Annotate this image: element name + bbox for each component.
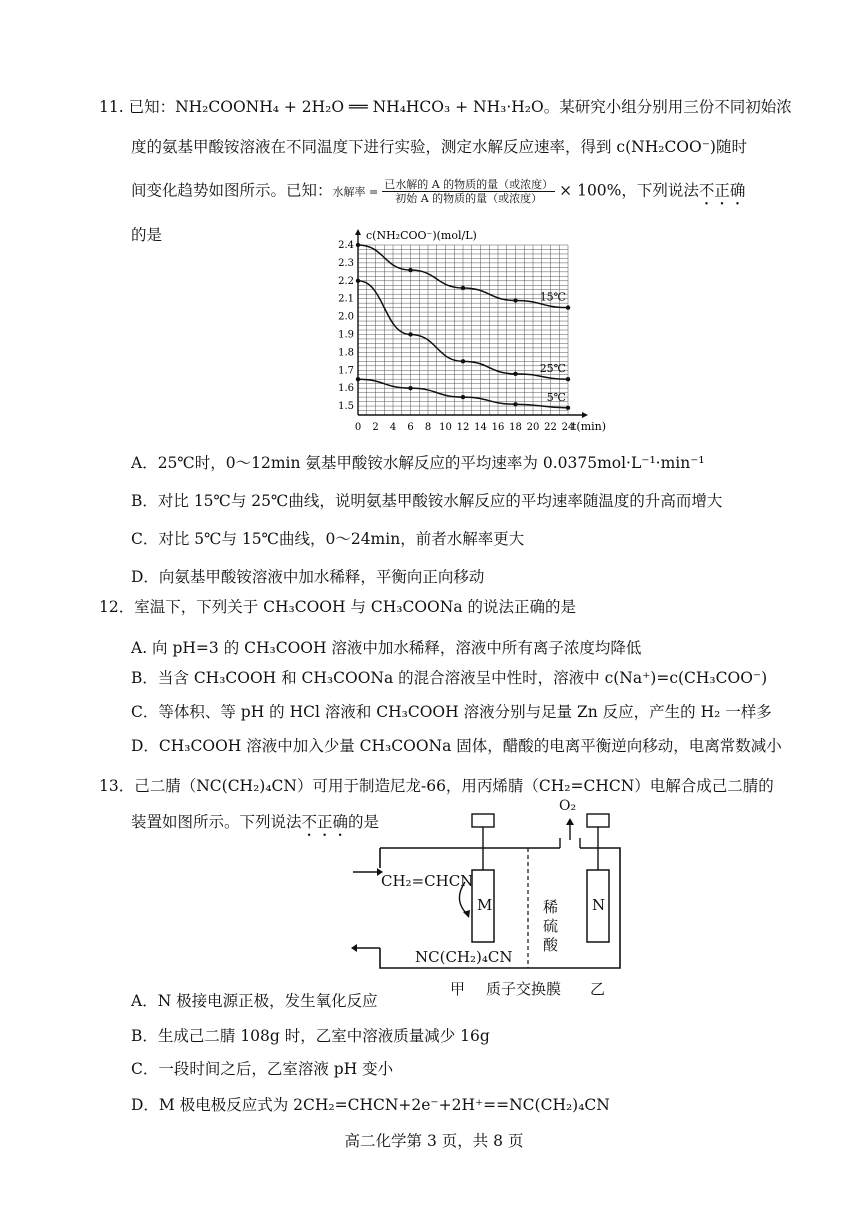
- q11-line-3: [131, 178, 745, 209]
- y-tick-label: 2.2: [338, 275, 354, 287]
- data-point: [356, 279, 360, 283]
- data-point: [566, 305, 570, 309]
- page-footer: 高二化学第 3 页，共 8 页: [344, 1132, 524, 1150]
- q13-option-a: A．N 极接电源正极，发生氧化反应: [131, 992, 378, 1010]
- y-tick-label: 2.0: [338, 311, 354, 323]
- q11-option-d: D．向氨基甲酸铵溶液中加水稀释，平衡向正向移动: [131, 568, 485, 586]
- data-point: [513, 372, 517, 376]
- y-tick-label: 1.5: [338, 401, 354, 413]
- x-tick-label: 4: [389, 422, 397, 433]
- q11-line-2: 度的氨基甲酸铵溶液在不同温度下进行实验，测定水解反应速率，得到 c(NH₂COO⁻)随时: [131, 138, 747, 156]
- o2-label: O₂: [559, 798, 577, 814]
- q11-option-b: B．对比 15℃与 25℃曲线，说明氨基甲酸铵水解反应的平均速率随温度的升高而增大: [131, 492, 723, 510]
- data-point: [566, 377, 570, 381]
- data-point: [408, 386, 412, 390]
- y-tick-label: 2.3: [338, 257, 354, 269]
- x-tick-label: 6: [407, 422, 414, 433]
- series-label: 15℃: [539, 290, 566, 304]
- x-axis-label: t(min): [572, 420, 607, 433]
- q13-line-2: [131, 811, 379, 840]
- x-tick-label: 8: [424, 422, 432, 433]
- q13-text-2: 装置如图所示。下列说法: [131, 813, 302, 831]
- y-tick-label: 1.9: [338, 329, 354, 341]
- q12-stem: 12．室温下，下列关于 CH₃COOH 与 CH₃COONa 的说法正确的是: [99, 598, 576, 616]
- x-tick-label: 20: [526, 422, 540, 433]
- membrane-label: 质子交换膜: [486, 980, 562, 998]
- x-tick-label: 0: [354, 422, 362, 433]
- x-tick-label: 12: [456, 422, 470, 433]
- x-tick-label: 10: [439, 422, 452, 433]
- data-point: [461, 359, 465, 363]
- electrode-m-label: M: [477, 896, 493, 914]
- y-tick-label: 1.7: [338, 365, 354, 377]
- x-tick-label: 16: [491, 422, 505, 433]
- series-label: 5℃: [546, 390, 566, 404]
- y-tick-label: 2.4: [338, 240, 354, 251]
- q12-option-b: B．当含 CH₃COOH 和 CH₃COONa 的混合溶液呈中性时，溶液中 c(Na⁺)=c(CH₃COO⁻): [131, 669, 768, 687]
- q11-text-3: 间变化趋势如图所示。已知：: [131, 181, 333, 200]
- data-point: [513, 298, 517, 302]
- formula-numerator: 已水解的 A 的物质的量（或浓度）: [384, 178, 554, 191]
- emphasis-incorrect: 不正确: [698, 181, 746, 200]
- x-tick-label: 2: [372, 422, 379, 433]
- q11-option-c: C．对比 5℃与 15℃曲线，0～24min，前者水解率更大: [131, 530, 525, 548]
- electrode-n-label: N: [592, 896, 606, 914]
- q13-text-2-suffix: 的是: [348, 813, 380, 831]
- q11-number: 11.: [99, 98, 124, 116]
- data-point: [461, 395, 465, 399]
- electrolysis-cell-diagram: [345, 798, 630, 998]
- acid-label-3: 酸: [543, 936, 559, 954]
- chamber-yi-label: 乙: [590, 980, 606, 998]
- formula-label: 水解率 =: [332, 185, 379, 199]
- y-tick-label: 2.1: [338, 293, 354, 305]
- q13-option-c: C．一段时间之后，乙室溶液 pH 变小: [131, 1060, 394, 1078]
- q11-line-4: 的是: [131, 226, 163, 244]
- chamber-jia-label: 甲: [450, 980, 466, 998]
- formula-suffix: × 100%，下列说法: [559, 181, 699, 200]
- data-point: [513, 402, 517, 406]
- q13-option-d: D．M 极电极反应式为 2CH₂=CHCN+2e⁻+2H⁺==NC(CH₂)₄CN: [131, 1096, 610, 1114]
- q12-option-d: D．CH₃COOH 溶液中加入少量 CH₃COONa 固体，醋酸的电离平衡逆向移动，电离常数减小: [131, 737, 782, 755]
- data-point: [356, 377, 360, 381]
- x-tick-label: 18: [509, 422, 522, 433]
- x-tick-label: 14: [474, 422, 487, 433]
- data-point: [408, 332, 412, 336]
- y-axis-label: c(NH₂COO⁻)(mol/L): [366, 229, 477, 242]
- x-tick-label: 22: [544, 422, 557, 433]
- hydrolysis-formula: [382, 178, 555, 205]
- x-axis-arrow: [582, 412, 588, 418]
- q11-text-1: 已知：NH₂COONH₄ + 2H₂O ══ NH₄HCO₃ + NH₃·H₂O。某研究小组分别用三份不同初始浓: [128, 98, 792, 116]
- q11-line-1: [99, 96, 792, 118]
- y-axis-arrow: [355, 229, 361, 235]
- concentration-chart: [330, 225, 607, 440]
- acid-label-2: 硫: [543, 917, 559, 935]
- data-point: [566, 406, 570, 410]
- q12-option-a: A. 向 pH=3 的 CH₃COOH 溶液中加水稀释，溶液中所有离子浓度均降低: [131, 639, 642, 657]
- product-label: NC(CH₂)₄CN: [415, 948, 513, 966]
- y-tick-label: 1.6: [338, 383, 354, 395]
- data-point: [461, 286, 465, 290]
- q12-option-c: C．等体积、等 pH 的 HCl 溶液和 CH₃COOH 溶液分别与足量 Zn 反应，产生的 H₂ 一样多: [131, 703, 772, 721]
- y-tick-label: 1.8: [338, 347, 354, 359]
- series-label: 25℃: [539, 362, 566, 376]
- data-point: [408, 268, 412, 272]
- data-point: [356, 243, 360, 247]
- q13-option-b: B．生成己二腈 108g 时，乙室中溶液质量减少 16g: [131, 1027, 490, 1045]
- q13-line-1: 13．己二腈（NC(CH₂)₄CN）可用于制造尼龙-66，用丙烯腈（CH₂=CHCN）电解合成己二腈的: [99, 777, 774, 795]
- q13-emphasis-incorrect: 不正确: [301, 813, 349, 831]
- q11-option-a: A．25℃时，0～12min 氨基甲酸铵水解反应的平均速率为 0.0375mol·L⁻¹·min⁻¹: [131, 454, 705, 472]
- reactant-label: CH₂=CHCN: [381, 872, 474, 890]
- formula-denominator: 初始 A 的物质的量（或浓度）: [395, 192, 543, 205]
- acid-label-1: 稀: [543, 898, 559, 916]
- x-tick-label: 24: [561, 422, 575, 433]
